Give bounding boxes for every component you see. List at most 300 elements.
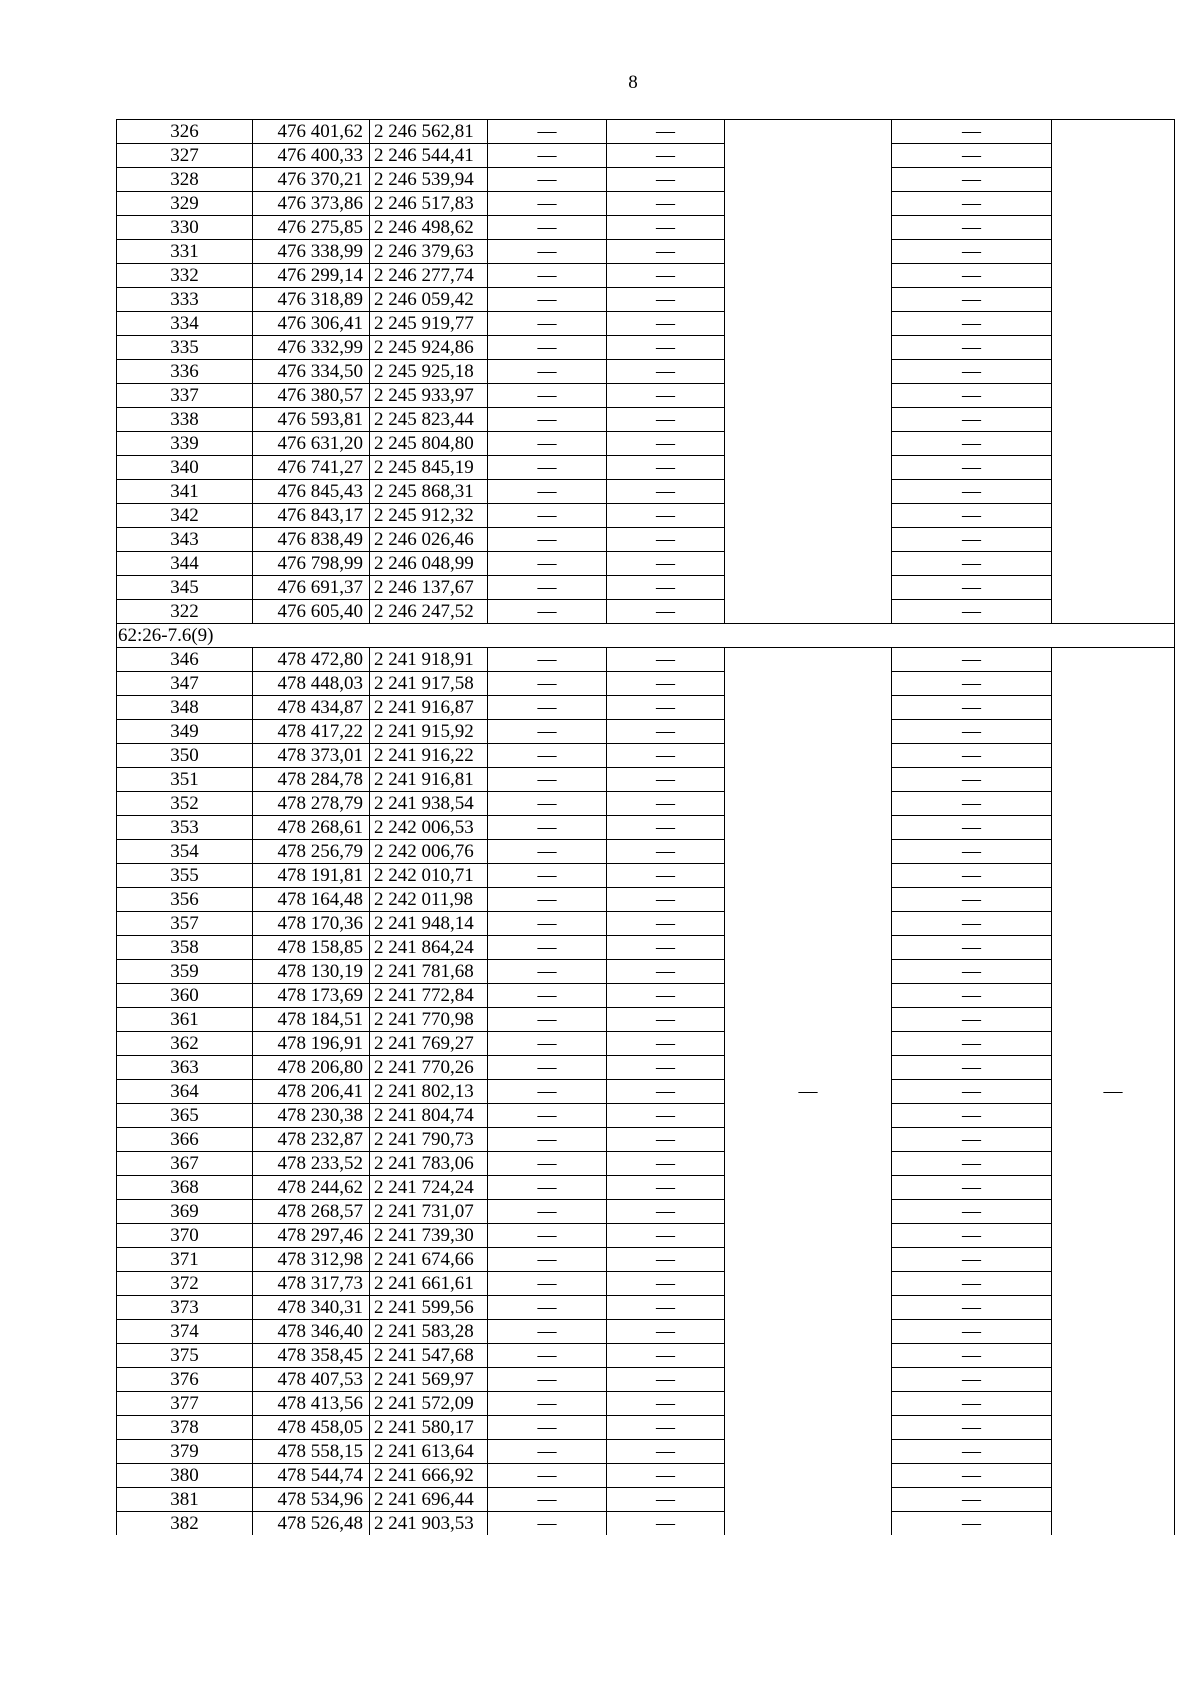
dash-cell: — [892, 768, 1052, 792]
dash-cell: — [488, 840, 607, 864]
point-number-cell: 371 [117, 1248, 253, 1272]
x-coordinate-cell: 478 373,01 [253, 744, 370, 768]
dash-cell: — [607, 1104, 725, 1128]
x-coordinate-cell: 476 306,41 [253, 312, 370, 336]
y-coordinate-cell: 2 241 903,53 [370, 1512, 488, 1536]
y-coordinate-cell: 2 241 547,68 [370, 1344, 488, 1368]
table-row [117, 792, 1175, 816]
dash-cell: — [892, 336, 1052, 360]
y-coordinate-cell: 2 246 026,46 [370, 528, 488, 552]
table-row [117, 192, 1175, 216]
point-number-cell: 327 [117, 144, 253, 168]
dash-cell: — [488, 1416, 607, 1440]
x-coordinate-cell: 476 380,57 [253, 384, 370, 408]
dash-cell: — [488, 168, 607, 192]
dash-cell: — [892, 1080, 1052, 1104]
dash-cell: — [488, 264, 607, 288]
y-coordinate-cell: 2 241 724,24 [370, 1176, 488, 1200]
y-coordinate-cell: 2 241 938,54 [370, 792, 488, 816]
table-row [117, 240, 1175, 264]
y-coordinate-cell: 2 241 781,68 [370, 960, 488, 984]
y-coordinate-cell: 2 241 661,61 [370, 1272, 488, 1296]
x-coordinate-cell: 478 434,87 [253, 696, 370, 720]
y-coordinate-cell: 2 241 802,13 [370, 1080, 488, 1104]
dash-cell: — [892, 720, 1052, 744]
dash-cell: — [892, 144, 1052, 168]
x-coordinate-cell: 478 278,79 [253, 792, 370, 816]
table-row [117, 1464, 1175, 1488]
dash-cell: — [488, 1152, 607, 1176]
table-row [117, 552, 1175, 576]
point-number-cell: 343 [117, 528, 253, 552]
dash-cell: — [488, 552, 607, 576]
dash-cell: — [892, 744, 1052, 768]
dash-cell: — [892, 168, 1052, 192]
table-row [117, 1416, 1175, 1440]
x-coordinate-cell: 478 130,19 [253, 960, 370, 984]
dash-cell: — [892, 648, 1052, 672]
section-header-row [117, 624, 1175, 648]
dash-cell: — [488, 1128, 607, 1152]
y-coordinate-cell: 2 241 572,09 [370, 1392, 488, 1416]
merged-cell [1052, 120, 1175, 624]
dash-cell: — [892, 384, 1052, 408]
dash-cell: — [488, 1368, 607, 1392]
table-row [117, 1320, 1175, 1344]
dash-cell: — [607, 792, 725, 816]
x-coordinate-cell: 478 256,79 [253, 840, 370, 864]
point-number-cell: 377 [117, 1392, 253, 1416]
table-row [117, 216, 1175, 240]
dash-cell: — [892, 1056, 1052, 1080]
dash-cell: — [607, 192, 725, 216]
dash-cell: — [488, 960, 607, 984]
table-row [117, 1368, 1175, 1392]
point-number-cell: 382 [117, 1512, 253, 1536]
dash-cell: — [892, 1272, 1052, 1296]
y-coordinate-cell: 2 241 613,64 [370, 1440, 488, 1464]
point-number-cell: 331 [117, 240, 253, 264]
x-coordinate-cell: 476 593,81 [253, 408, 370, 432]
dash-cell: — [488, 1080, 607, 1104]
point-number-cell: 347 [117, 672, 253, 696]
dash-cell: — [607, 720, 725, 744]
y-coordinate-cell: 2 246 137,67 [370, 576, 488, 600]
y-coordinate-cell: 2 245 925,18 [370, 360, 488, 384]
y-coordinate-cell: 2 241 739,30 [370, 1224, 488, 1248]
dash-cell: — [488, 1440, 607, 1464]
point-number-cell: 351 [117, 768, 253, 792]
y-coordinate-cell: 2 241 783,06 [370, 1152, 488, 1176]
dash-cell: — [892, 864, 1052, 888]
merged-cell: — [1052, 648, 1175, 1536]
y-coordinate-cell: 2 241 580,17 [370, 1416, 488, 1440]
x-coordinate-cell: 478 268,57 [253, 1200, 370, 1224]
point-number-cell: 361 [117, 1008, 253, 1032]
table-row [117, 1032, 1175, 1056]
x-coordinate-cell: 478 233,52 [253, 1152, 370, 1176]
y-coordinate-cell: 2 246 517,83 [370, 192, 488, 216]
table-row [117, 936, 1175, 960]
point-number-cell: 341 [117, 480, 253, 504]
x-coordinate-cell: 478 312,98 [253, 1248, 370, 1272]
point-number-cell: 322 [117, 600, 253, 624]
y-coordinate-cell: 2 245 804,80 [370, 432, 488, 456]
y-coordinate-cell: 2 241 790,73 [370, 1128, 488, 1152]
dash-cell: — [607, 360, 725, 384]
section-label: 62:26-7.6(9) [117, 624, 1175, 648]
point-number-cell: 374 [117, 1320, 253, 1344]
x-coordinate-cell: 478 244,62 [253, 1176, 370, 1200]
dash-cell: — [607, 912, 725, 936]
dash-cell: — [892, 1032, 1052, 1056]
dash-cell: — [488, 528, 607, 552]
x-coordinate-cell: 476 691,37 [253, 576, 370, 600]
point-number-cell: 370 [117, 1224, 253, 1248]
dash-cell: — [488, 768, 607, 792]
dash-cell: — [607, 1416, 725, 1440]
dash-cell: — [488, 288, 607, 312]
y-coordinate-cell: 2 246 277,74 [370, 264, 488, 288]
y-coordinate-cell: 2 241 916,87 [370, 696, 488, 720]
point-number-cell: 358 [117, 936, 253, 960]
dash-cell: — [892, 1176, 1052, 1200]
table-row [117, 120, 1175, 144]
table-row [117, 648, 1175, 672]
dash-cell: — [892, 120, 1052, 144]
dash-cell: — [892, 672, 1052, 696]
dash-cell: — [892, 504, 1052, 528]
dash-cell: — [607, 384, 725, 408]
table-row [117, 312, 1175, 336]
dash-cell: — [488, 1176, 607, 1200]
dash-cell: — [488, 384, 607, 408]
y-coordinate-cell: 2 241 864,24 [370, 936, 488, 960]
dash-cell: — [892, 1152, 1052, 1176]
dash-cell: — [607, 504, 725, 528]
table-row [117, 1104, 1175, 1128]
dash-cell: — [607, 1488, 725, 1512]
y-coordinate-cell: 2 241 583,28 [370, 1320, 488, 1344]
dash-cell: — [488, 336, 607, 360]
dash-cell: — [607, 1512, 725, 1536]
dash-cell: — [892, 792, 1052, 816]
table-row [117, 456, 1175, 480]
dash-cell: — [607, 576, 725, 600]
y-coordinate-cell: 2 241 599,56 [370, 1296, 488, 1320]
point-number-cell: 368 [117, 1176, 253, 1200]
dash-cell: — [892, 696, 1052, 720]
y-coordinate-cell: 2 246 247,52 [370, 600, 488, 624]
x-coordinate-cell: 478 417,22 [253, 720, 370, 744]
table-row [117, 1488, 1175, 1512]
point-number-cell: 355 [117, 864, 253, 888]
x-coordinate-cell: 478 413,56 [253, 1392, 370, 1416]
x-coordinate-cell: 476 843,17 [253, 504, 370, 528]
point-number-cell: 363 [117, 1056, 253, 1080]
point-number-cell: 340 [117, 456, 253, 480]
point-number-cell: 380 [117, 1464, 253, 1488]
point-number-cell: 339 [117, 432, 253, 456]
x-coordinate-cell: 478 407,53 [253, 1368, 370, 1392]
point-number-cell: 326 [117, 120, 253, 144]
table-row [117, 504, 1175, 528]
dash-cell: — [892, 576, 1052, 600]
dash-cell: — [607, 528, 725, 552]
dash-cell: — [607, 936, 725, 960]
point-number-cell: 357 [117, 912, 253, 936]
dash-cell: — [892, 552, 1052, 576]
point-number-cell: 328 [117, 168, 253, 192]
dash-cell: — [607, 1320, 725, 1344]
dash-cell: — [488, 1272, 607, 1296]
x-coordinate-cell: 478 346,40 [253, 1320, 370, 1344]
dash-cell: — [892, 1416, 1052, 1440]
dash-cell: — [488, 1464, 607, 1488]
point-number-cell: 350 [117, 744, 253, 768]
dash-cell: — [488, 312, 607, 336]
dash-cell: — [488, 408, 607, 432]
table-row [117, 1392, 1175, 1416]
point-number-cell: 338 [117, 408, 253, 432]
dash-cell: — [607, 600, 725, 624]
table-row [117, 360, 1175, 384]
y-coordinate-cell: 2 246 562,81 [370, 120, 488, 144]
x-coordinate-cell: 478 232,87 [253, 1128, 370, 1152]
dash-cell: — [488, 480, 607, 504]
dash-cell: — [488, 984, 607, 1008]
x-coordinate-cell: 478 448,03 [253, 672, 370, 696]
dash-cell: — [488, 1296, 607, 1320]
x-coordinate-cell: 476 318,89 [253, 288, 370, 312]
dash-cell: — [488, 1512, 607, 1536]
dash-cell: — [607, 1368, 725, 1392]
y-coordinate-cell: 2 241 772,84 [370, 984, 488, 1008]
dash-cell: — [607, 1152, 725, 1176]
table-row [117, 168, 1175, 192]
table-row [117, 384, 1175, 408]
dash-cell: — [607, 1200, 725, 1224]
point-number-cell: 333 [117, 288, 253, 312]
dash-cell: — [607, 432, 725, 456]
table-row [117, 1128, 1175, 1152]
point-number-cell: 373 [117, 1296, 253, 1320]
dash-cell: — [488, 744, 607, 768]
y-coordinate-cell: 2 245 919,77 [370, 312, 488, 336]
dash-cell: — [892, 240, 1052, 264]
x-coordinate-cell: 476 338,99 [253, 240, 370, 264]
table-row [117, 408, 1175, 432]
dash-cell: — [488, 936, 607, 960]
dash-cell: — [488, 504, 607, 528]
y-coordinate-cell: 2 242 010,71 [370, 864, 488, 888]
dash-cell: — [607, 1296, 725, 1320]
point-number-cell: 365 [117, 1104, 253, 1128]
dash-cell: — [892, 600, 1052, 624]
dash-cell: — [892, 984, 1052, 1008]
point-number-cell: 337 [117, 384, 253, 408]
point-number-cell: 336 [117, 360, 253, 384]
dash-cell: — [488, 648, 607, 672]
dash-cell: — [488, 1032, 607, 1056]
x-coordinate-cell: 476 631,20 [253, 432, 370, 456]
y-coordinate-cell: 2 245 845,19 [370, 456, 488, 480]
dash-cell: — [607, 552, 725, 576]
dash-cell: — [892, 816, 1052, 840]
dash-cell: — [607, 1128, 725, 1152]
y-coordinate-cell: 2 241 917,58 [370, 672, 488, 696]
point-number-cell: 334 [117, 312, 253, 336]
point-number-cell: 330 [117, 216, 253, 240]
dash-cell: — [607, 480, 725, 504]
table-row [117, 1152, 1175, 1176]
table-row [117, 672, 1175, 696]
table-row [117, 264, 1175, 288]
dash-cell: — [892, 1464, 1052, 1488]
table-row [117, 960, 1175, 984]
dash-cell: — [892, 1392, 1052, 1416]
y-coordinate-cell: 2 241 674,66 [370, 1248, 488, 1272]
y-coordinate-cell: 2 246 048,99 [370, 552, 488, 576]
dash-cell: — [892, 912, 1052, 936]
dash-cell: — [607, 1032, 725, 1056]
dash-cell: — [892, 936, 1052, 960]
y-coordinate-cell: 2 245 868,31 [370, 480, 488, 504]
y-coordinate-cell: 2 245 924,86 [370, 336, 488, 360]
table-row [117, 816, 1175, 840]
dash-cell: — [607, 864, 725, 888]
x-coordinate-cell: 478 297,46 [253, 1224, 370, 1248]
dash-cell: — [892, 1488, 1052, 1512]
x-coordinate-cell: 478 164,48 [253, 888, 370, 912]
dash-cell: — [607, 216, 725, 240]
dash-cell: — [892, 192, 1052, 216]
point-number-cell: 332 [117, 264, 253, 288]
dash-cell: — [607, 1008, 725, 1032]
dash-cell: — [607, 840, 725, 864]
table-row [117, 288, 1175, 312]
dash-cell: — [488, 192, 607, 216]
dash-cell: — [488, 600, 607, 624]
table-row [117, 144, 1175, 168]
x-coordinate-cell: 478 196,91 [253, 1032, 370, 1056]
dash-cell: — [607, 456, 725, 480]
dash-cell: — [607, 1248, 725, 1272]
point-number-cell: 352 [117, 792, 253, 816]
point-number-cell: 367 [117, 1152, 253, 1176]
x-coordinate-cell: 476 334,50 [253, 360, 370, 384]
dash-cell: — [488, 1008, 607, 1032]
y-coordinate-cell: 2 245 912,32 [370, 504, 488, 528]
table-row [117, 336, 1175, 360]
dash-cell: — [488, 1224, 607, 1248]
x-coordinate-cell: 478 184,51 [253, 1008, 370, 1032]
dash-cell: — [607, 264, 725, 288]
y-coordinate-cell: 2 241 918,91 [370, 648, 488, 672]
dash-cell: — [607, 960, 725, 984]
point-number-cell: 346 [117, 648, 253, 672]
dash-cell: — [892, 1128, 1052, 1152]
y-coordinate-cell: 2 241 804,74 [370, 1104, 488, 1128]
dash-cell: — [607, 744, 725, 768]
table-row [117, 1200, 1175, 1224]
dash-cell: — [892, 312, 1052, 336]
dash-cell: — [892, 432, 1052, 456]
dash-cell: — [892, 1200, 1052, 1224]
point-number-cell: 329 [117, 192, 253, 216]
x-coordinate-cell: 478 544,74 [253, 1464, 370, 1488]
point-number-cell: 349 [117, 720, 253, 744]
point-number-cell: 354 [117, 840, 253, 864]
dash-cell: — [607, 648, 725, 672]
dash-cell: — [607, 768, 725, 792]
point-number-cell: 362 [117, 1032, 253, 1056]
dash-cell: — [488, 1248, 607, 1272]
merged-cell: — [725, 648, 892, 1536]
x-coordinate-cell: 478 317,73 [253, 1272, 370, 1296]
x-coordinate-cell: 476 370,21 [253, 168, 370, 192]
dash-cell: — [892, 216, 1052, 240]
dash-cell: — [488, 1056, 607, 1080]
dash-cell: — [892, 888, 1052, 912]
merged-cell [725, 120, 892, 624]
point-number-cell: 353 [117, 816, 253, 840]
x-coordinate-cell: 478 173,69 [253, 984, 370, 1008]
x-coordinate-cell: 476 275,85 [253, 216, 370, 240]
dash-cell: — [892, 456, 1052, 480]
table-row [117, 1272, 1175, 1296]
dash-cell: — [607, 288, 725, 312]
point-number-cell: 335 [117, 336, 253, 360]
table-body [117, 120, 1175, 1536]
dash-cell: — [892, 1368, 1052, 1392]
dash-cell: — [892, 1104, 1052, 1128]
table-row [117, 984, 1175, 1008]
dash-cell: — [892, 288, 1052, 312]
dash-cell: — [488, 120, 607, 144]
point-number-cell: 345 [117, 576, 253, 600]
table-row [117, 1344, 1175, 1368]
dash-cell: — [488, 816, 607, 840]
dash-cell: — [892, 1320, 1052, 1344]
y-coordinate-cell: 2 242 006,53 [370, 816, 488, 840]
table-row [117, 1056, 1175, 1080]
table-row [117, 600, 1175, 624]
x-coordinate-cell: 476 741,27 [253, 456, 370, 480]
x-coordinate-cell: 478 170,36 [253, 912, 370, 936]
dash-cell: — [607, 1440, 725, 1464]
dash-cell: — [892, 840, 1052, 864]
x-coordinate-cell: 478 340,31 [253, 1296, 370, 1320]
x-coordinate-cell: 476 605,40 [253, 600, 370, 624]
x-coordinate-cell: 478 284,78 [253, 768, 370, 792]
y-coordinate-cell: 2 242 006,76 [370, 840, 488, 864]
table-row [117, 744, 1175, 768]
point-number-cell: 356 [117, 888, 253, 912]
dash-cell: — [488, 432, 607, 456]
dash-cell: — [607, 1272, 725, 1296]
dash-cell: — [488, 1344, 607, 1368]
dash-cell: — [607, 336, 725, 360]
table-row [117, 864, 1175, 888]
dash-cell: — [607, 672, 725, 696]
point-number-cell: 359 [117, 960, 253, 984]
dash-cell: — [488, 144, 607, 168]
y-coordinate-cell: 2 242 011,98 [370, 888, 488, 912]
dash-cell: — [488, 672, 607, 696]
y-coordinate-cell: 2 246 544,41 [370, 144, 488, 168]
dash-cell: — [892, 1344, 1052, 1368]
